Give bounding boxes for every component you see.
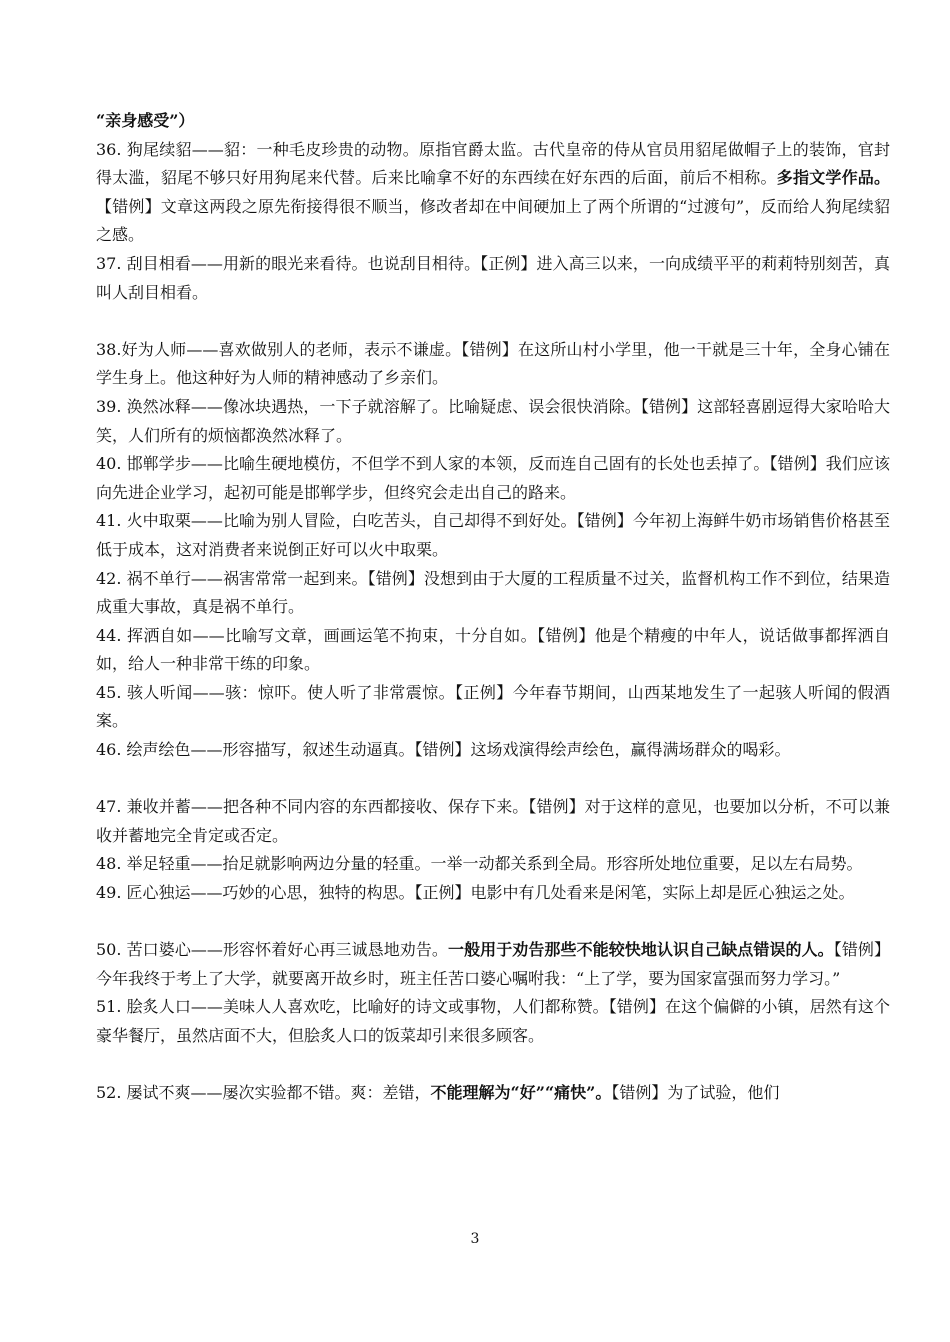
paragraph-gap [96,908,890,937]
text-segment: 44. 挥洒自如——比喻写文章，画画运笔不拘束，十分自如。【错例】他是个精瘦的中年人，说话做事都挥洒自如，给人一种非常干练的印象。 [96,625,890,674]
text-segment: 45. 骇人听闻——骇：惊吓。使人听了非常震惊。【正例】今年春节期间，山西某地发生了一起骇人听闻的假酒案。 [96,682,890,731]
text-segment: 【错例】文章这两段之原先衔接得很不顺当，修改者却在中间硬加上了两个所谓的“过渡句”，反而给人狗尾续貂之感。 [96,196,890,245]
bold-text-segment: 多指文学作品。 [776,168,890,188]
paragraph-gap [96,307,890,336]
bold-text-segment: 不能理解为“好”“痛快”。 [430,1083,612,1103]
text-segment: 51. 脍炙人口——美味人人喜欢吃，比喻好的诗文或事物，人们都称赞。【错例】在这个偏僻的小镇，居然有这个豪华餐厅，虽然店面不大，但脍炙人口的饭菜却引来很多顾客。 [96,997,890,1045]
paragraph-p38 [96,336,890,393]
paragraph-p44 [96,622,890,679]
text-segment: 36. 狗尾续貂——貂：一种毛皮珍贵的动物。原指官爵太监。古代皇帝的侍从官员用貂尾做帽子上的装饰，官封得太滥，貂尾不够只好用狗尾来代替。后来比喻拿不好的东西续在好东西的后面，前后不相称。 [96,139,890,188]
paragraph-p0 [96,107,890,136]
text-segment: 49. 匠心独运——巧妙的心思，独特的构思。【正例】电影中有几处看来是闲笔，实际上却是匠心独运之处。 [96,883,855,903]
page-number: 3 [470,1231,480,1247]
bold-text-segment: “亲身感受”） [96,111,195,130]
text-segment: 38.好为人师——喜欢做别人的老师，表示不谦虚。【错例】在这所山村小学里，他一干就是三十年，全身心铺在学生身上。他这种好为人师的精神感动了乡亲们。 [96,339,890,388]
paragraph-p40 [96,450,890,507]
text-segment: 42. 祸不单行——祸害常常一起到来。【错例】没想到由于大厦的工程质量不过关，监督机构工作不到位，结果造成重大事故，真是祸不单行。 [96,568,890,617]
paragraph-p36 [96,136,890,250]
text-segment: 【错例】今年我终于考上了大学，就要离开故乡时，班主任苦口婆心嘱咐我：“上了学，要为国家富强而努力学习。” [96,940,890,988]
text-segment: 52. 屡试不爽——屡次实验都不错。爽：差错， [96,1083,431,1103]
paragraph-p50 [96,936,890,993]
paragraph-p49 [96,879,890,908]
paragraph-p48 [96,850,890,879]
paragraph-p52 [96,1079,890,1108]
text-segment: 41. 火中取栗——比喻为别人冒险，白吃苦头，自己却得不到好处。【错例】今年初上海鲜牛奶市场销售价格甚至低于成本，这对消费者来说倒正好可以火中取栗。 [96,511,890,559]
paragraph-p39 [96,393,890,450]
paragraph-p46 [96,736,890,765]
text-segment: 48. 举足轻重——抬足就影响两边分量的轻重。一举一动都关系到全局。形容所处地位重要，足以左右局势。 [96,854,863,874]
paragraph-p42 [96,565,890,622]
paragraph-gap [96,765,890,794]
bold-text-segment: 一般用于劝告那些不能较快地认识自己缺点错误的人。 [448,940,834,960]
text-segment: 40. 邯郸学步——比喻生硬地模仿，不但学不到人家的本领，反而连自己固有的长处也丢掉了。【错例】我们应该向先进企业学习，起初可能是邯郸学步，但终究会走出自己的路来。 [96,454,890,502]
paragraph-p41 [96,507,890,564]
text-segment: 37. 刮目相看——用新的眼光来看待。也说刮目相待。【正例】进入高三以来，一向成绩平平的莉莉特别刻苦，真叫人刮目相看。 [96,253,890,302]
text-segment: 50. 苦口婆心——形容怀着好心再三诚恳地劝告。 [96,940,448,960]
paragraph-p45 [96,679,890,736]
paragraph-p47 [96,793,890,850]
paragraph-gap [96,1051,890,1080]
text-segment: 46. 绘声绘色——形容描写，叙述生动逼真。【错例】这场戏演得绘声绘色，赢得满场群众的喝彩。 [96,740,791,760]
paragraph-p37 [96,250,890,307]
paragraph-p51 [96,993,890,1050]
text-segment: 47. 兼收并蓄——把各种不同内容的东西都接收、保存下来。【错例】对于这样的意见，也要加以分析，不可以兼收并蓄地完全肯定或否定。 [96,797,890,845]
document-body [96,107,890,1108]
text-segment: 39. 涣然冰释——像冰块遇热，一下子就溶解了。比喻疑虑、误会很快消除。【错例】这部轻喜剧逗得大家哈哈大笑，人们所有的烦恼都涣然冰释了。 [96,396,890,445]
text-segment: 【错例】为了试验，他们 [611,1083,780,1103]
